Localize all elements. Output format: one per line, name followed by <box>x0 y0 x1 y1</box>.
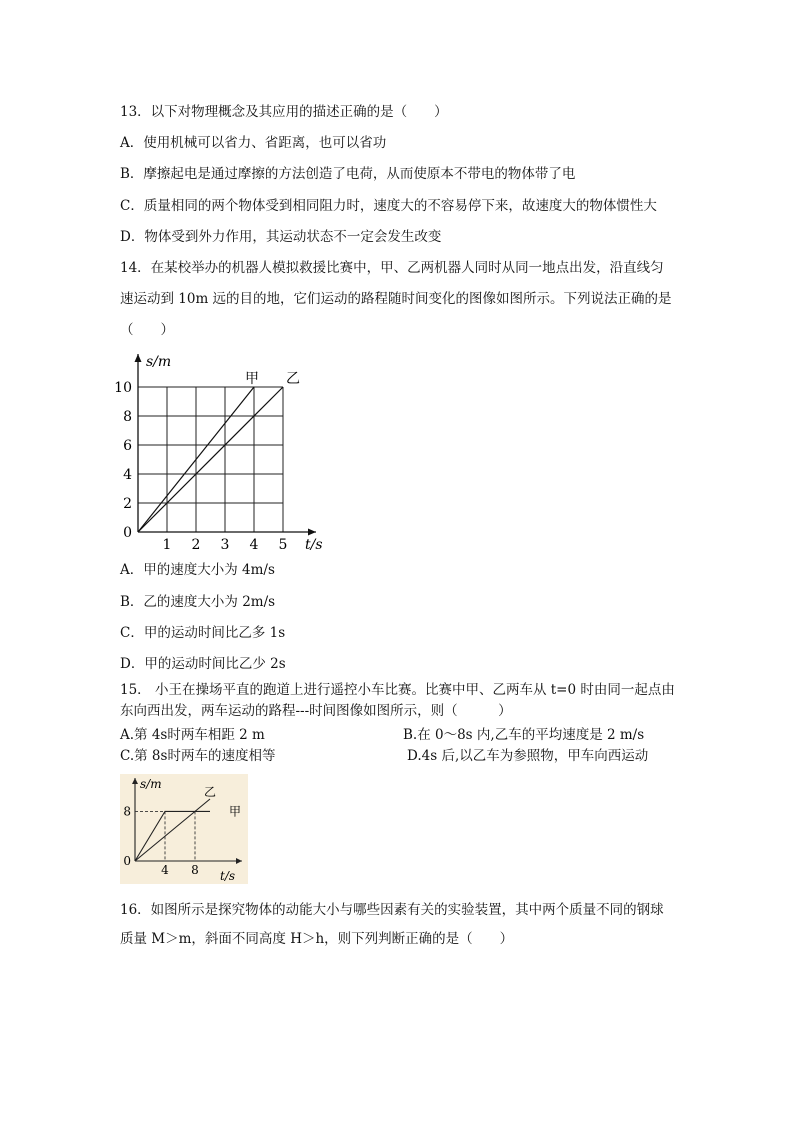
q14-option-a: A．甲的速度大小为 4m/s <box>120 562 275 578</box>
y-tick-label: 4 <box>123 467 132 483</box>
q15-option-a: A.第 4s时两车相距 2 m <box>120 727 265 743</box>
q13-stem: 13．以下对物理概念及其应用的描述正确的是（ ） <box>120 104 448 120</box>
q14-stem-line-1: 14．在某校举办的机器人模拟救援比赛中，甲、乙两机器人同时从同一地点出发，沿直线匀 <box>120 260 664 276</box>
x-axis-label: t/s <box>220 869 236 883</box>
x-axis-arrow <box>308 529 316 536</box>
q15-option-c: C.第 8s时两车的速度相等 <box>120 748 276 764</box>
q14-st-graph <box>110 348 340 558</box>
y-tick-label: 0 <box>123 854 131 868</box>
y-tick-label: 2 <box>123 496 132 512</box>
q13-option-c: C．质量相同的两个物体受到相同阻力时，速度大的不容易停下来，故速度大的物体惯性大 <box>120 198 657 214</box>
x-tick-label: 1 <box>162 537 172 553</box>
q14-option-b: B．乙的速度大小为 2m/s <box>120 594 276 610</box>
y-tick-label: 8 <box>123 804 131 819</box>
x-tick-label: 4 <box>161 863 169 877</box>
y-tick-label: 6 <box>123 438 132 454</box>
series-line-yi <box>138 387 283 532</box>
q15-stem-line-2: 东向西出发，两车运动的路程---时间图像如图所示，则（ ） <box>120 703 512 719</box>
q14-option-d: D．甲的运动时间比乙少 2s <box>120 656 286 672</box>
y-axis-label: s/m <box>146 354 172 370</box>
q13-option-d: D．物体受到外力作用，其运动状态不一定会发生改变 <box>120 229 442 245</box>
x-tick-label: 4 <box>249 537 259 553</box>
q14-stem-line-2: 速运动到 10m 远的目的地，它们运动的路程随时间变化的图像如图所示。下列说法正确的是 <box>120 291 672 307</box>
series-label: 甲 <box>245 371 259 387</box>
q15-option-b: B.在 0～8s 内,乙车的平均速度是 2 m/s <box>403 727 645 743</box>
q15-stem-line-1: 15． 小王在操场平直的跑道上进行遥控小车比赛。比赛中甲、乙两车从 t=0 时由同一起点由 <box>120 682 675 698</box>
series-label: 乙 <box>286 371 300 387</box>
q14-option-c: C．甲的运动时间比乙多 1s <box>120 625 286 641</box>
series-label: 乙 <box>204 785 217 799</box>
y-axis-arrow <box>135 354 142 362</box>
y-tick-label: 0 <box>123 525 132 541</box>
q16-stem-line-2: 质量 M＞m，斜面不同高度 H＞h，则下列判断正确的是（ ） <box>120 931 514 947</box>
q16-stem-line-1: 16．如图所示是探究物体的动能大小与哪些因素有关的实验装置，其中两个质量不同的钢球 <box>120 902 664 918</box>
q15-option-d: D.4s 后,以乙车为参照物，甲车向西运动 <box>407 748 649 764</box>
q15-st-graph <box>120 774 248 884</box>
x-tick-label: 5 <box>278 537 288 553</box>
y-tick-label: 10 <box>114 380 132 396</box>
y-axis-label: s/m <box>140 777 162 791</box>
q14-stem-line-3: （ ） <box>120 322 174 338</box>
y-tick-label: 8 <box>123 409 132 425</box>
q13-option-b: B．摩擦起电是通过摩擦的方法创造了电荷，从而使原本不带电的物体带了电 <box>120 166 576 182</box>
x-tick-label: 2 <box>191 537 201 553</box>
q13-option-a: A．使用机械可以省力、省距离，也可以省功 <box>120 135 387 151</box>
x-tick-label: 3 <box>220 537 230 553</box>
x-axis-label: t/s <box>305 537 323 553</box>
series-label: 甲 <box>229 804 242 819</box>
x-tick-label: 8 <box>191 863 199 877</box>
